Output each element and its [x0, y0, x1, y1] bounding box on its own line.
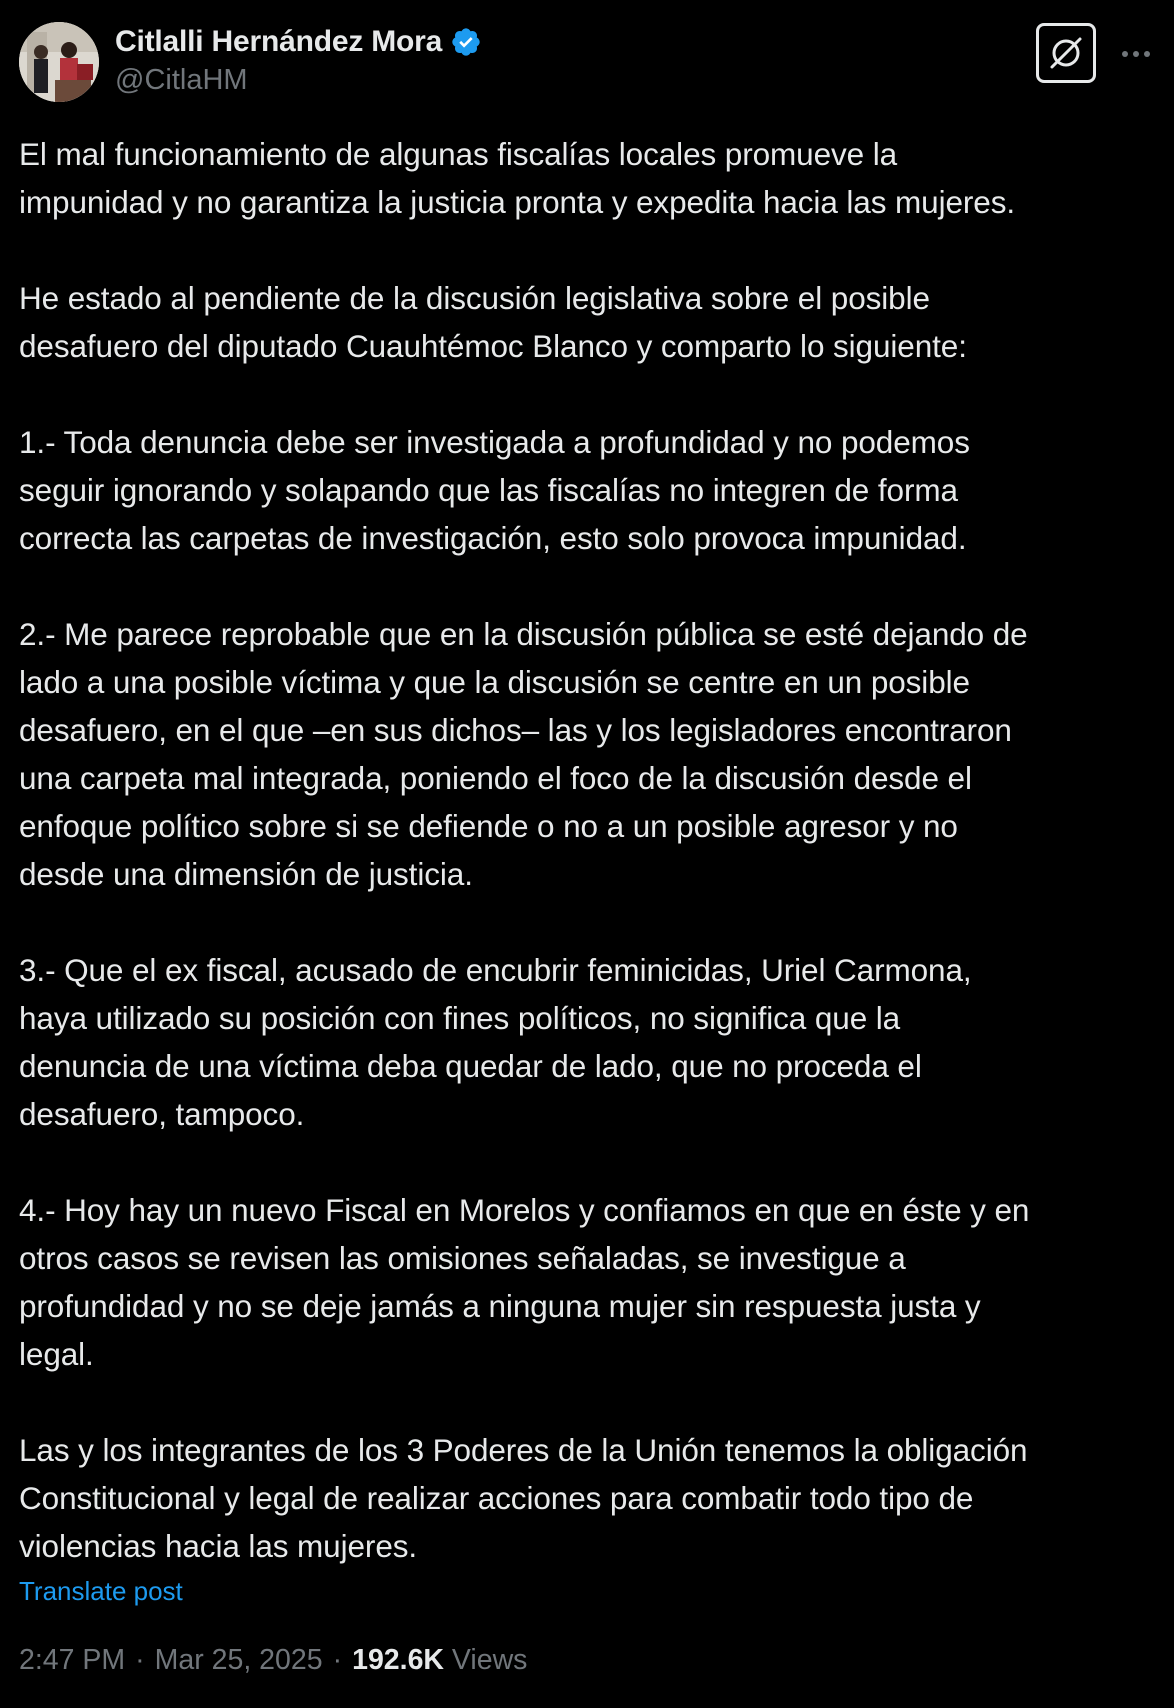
post-paragraph: 3.- Que el ex fiscal, acusado de encubrir feminicidas, Uriel Carmona, haya utilizado su posición con fines políticos, no significa que la denuncia de una víctima deba quedar de lado, que no proceda el desafuero, tampoco.	[19, 952, 972, 1132]
post-paragraph: 4.- Hoy hay un nuevo Fiscal en Morelos y confiamos en que en éste y en otros casos se revisen las omisiones señaladas, se investigue a profundidad y no se deje jamás a ninguna mujer sin respuesta justa y legal.	[19, 1192, 1030, 1372]
avatar-image	[19, 22, 99, 102]
author-handle[interactable]: @CitlaHM	[115, 64, 248, 96]
author-display-name[interactable]: Citlalli Hernández Mora	[115, 25, 443, 58]
avatar[interactable]	[19, 22, 99, 102]
post-header	[0, 0, 1174, 110]
post-paragraph: 1.- Toda denuncia debe ser investigada a profundidad y no podemos seguir ignorando y solapando que las fiscalías no integren de forma correcta las carpetas de investigación, esto solo provoca impunidad.	[19, 424, 970, 556]
post-date[interactable]: Mar 25, 2025	[154, 1644, 323, 1676]
views-count[interactable]: 192.6K	[352, 1644, 444, 1676]
meta-separator: ·	[332, 1644, 343, 1676]
meta-separator: ·	[135, 1644, 145, 1676]
post-metadata	[19, 1644, 527, 1677]
post-time[interactable]: 2:47 PM	[19, 1644, 126, 1676]
post-paragraph: He estado al pendiente de la discusión legislativa sobre el posible desafuero del diputado Cuauhtémoc Blanco y comparto lo siguiente:	[19, 280, 967, 364]
translate-post-link[interactable]: Translate post	[19, 1576, 183, 1606]
post-paragraph: El mal funcionamiento de algunas fiscalías locales promueve la impunidad y no garantiza la justicia pronta y expedita hacia las mujeres.	[19, 136, 1016, 220]
post-paragraph: Las y los integrantes de los 3 Poderes de la Unión tenemos la obligación Constitucional y legal de realizar acciones para combatir todo tipo de violencias hacia las mujeres.	[19, 1432, 1028, 1564]
views-label[interactable]: Views	[451, 1644, 528, 1676]
grok-icon	[1046, 33, 1086, 73]
more-options-icon	[1120, 49, 1152, 59]
grok-button[interactable]	[1036, 23, 1096, 83]
post-text	[19, 130, 1159, 1570]
post-paragraph: 2.- Me parece reprobable que en la discusión pública se esté dejando de lado a una posible víctima y que la discusión se centre en un posible desafuero, en el que –en sus dichos– las y los legisladores encontraron una carpeta mal integrada, poniendo el foco de la discusión desde el enfoque político sobre si se defiende o no a un posible agresor y no desde una dimensión de justicia.	[19, 616, 1028, 892]
more-options-button[interactable]	[1118, 36, 1154, 72]
verified-badge-icon[interactable]	[450, 26, 482, 58]
